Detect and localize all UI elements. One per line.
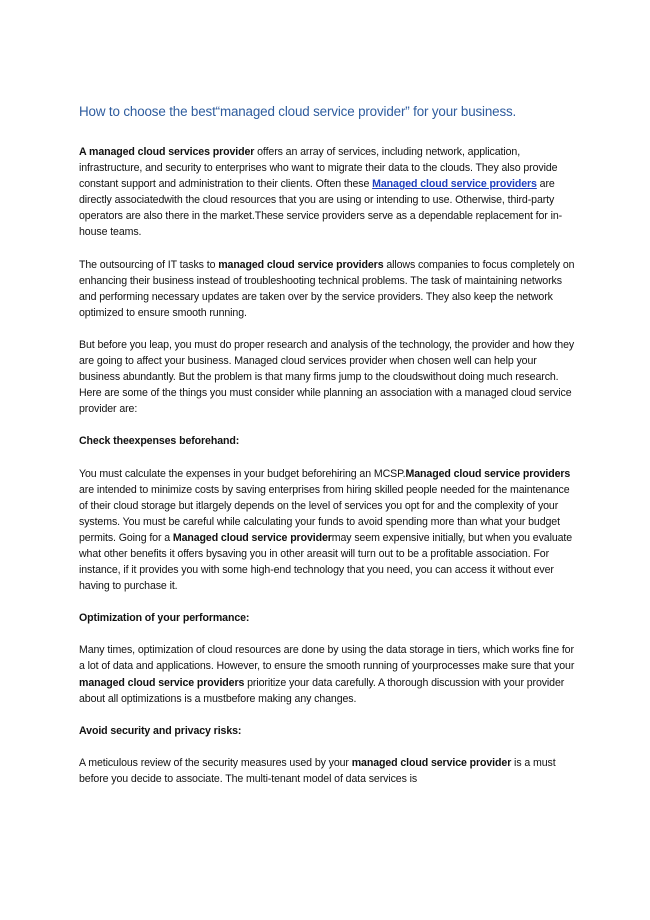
paragraph-text: The outsourcing of IT tasks to [79, 258, 219, 271]
bold-term: managed cloud service providers [79, 676, 245, 689]
heading-expenses: Check theexpenses beforehand: [79, 435, 240, 448]
paragraph-text: may seem expensive initially, but when you evaluate what other benefits it offers bysaving you in other areasit will turn out to be a profitable association. For instance, if it provides you with some high-end technology that you need, you can access it without ever having to purchase it. [79, 531, 573, 593]
heading-optimization: Optimization of your performance: [79, 612, 250, 625]
bold-term: Managed cloud service providers [405, 467, 571, 480]
managed-cloud-providers-link[interactable]: Managed cloud service providers [372, 178, 537, 191]
paragraph-text: A meticulous review of the security measures used by your [79, 756, 352, 769]
bold-term: managed cloud service providers [218, 258, 384, 271]
paragraph-text: offers an array of services, including network, application, infrastructure, and security to enterprises who want to migrate their data to the clouds. They also provide constant support and administration to their clients. Often these [79, 146, 558, 191]
bold-term: managed cloud service provider [351, 756, 512, 769]
heading-security: Avoid security and privacy risks: [79, 724, 242, 737]
bold-term: Managed cloud service provider [172, 531, 332, 544]
paragraph-text: allows companies to focus completely on enhancing their business instead of troubleshooting technical problems. The task of maintaining networks and performing necessary updates are taken over by the service providers. They also keep the network optimized to ensure smooth running. [79, 258, 575, 319]
paragraph-text: prioritize your data carefully. A thorough discussion with your provider about all optimizations is a mustbefore making any changes. [79, 676, 565, 705]
paragraph-expenses [79, 466, 580, 595]
paragraph-optimization [79, 642, 580, 706]
paragraph-outsourcing [79, 257, 580, 321]
paragraph-security [79, 755, 580, 787]
paragraph-text: are intended to minimize costs by saving enterprises from hiring skilled people needed for the maintenance of their cloud storage but itlargely depends on the level of services you opt for and the complexity of your systems. You must be careful while calculating your funds to avoid spending more than what your budget permits. Going for a [79, 483, 570, 544]
document-title: How to choose the best“managed cloud service provider” for your business. [79, 104, 517, 119]
paragraph-research: But before you leap, you must do proper research and analysis of the technology, the provider and how they are going to affect your business. Managed cloud services provider when chosen well can help your business abundantly. But the problem is that many firms jump to the cloudswithout doing much research. Here are some of the things you must consider while planning an association with a managed cloud service provider are: [79, 338, 575, 416]
bold-term: A managed cloud services provider [79, 146, 255, 158]
paragraph-text: are directly associatedwith the cloud resources that you are using or intending to use. Otherwise, third-party operators are also there in the market.These service providers serve as a dependable replacement for in-house teams. [79, 178, 563, 239]
paragraph-intro [79, 144, 580, 241]
paragraph-text: is a must before you decide to associate. The multi-tenant model of data services is [79, 756, 556, 785]
paragraph-text: You must calculate the expenses in your budget beforehiring an MCSP. [79, 467, 406, 480]
paragraph-text: Many times, optimization of cloud resources are done by using the data storage in tiers, which works fine for a lot of data and applications. However, to ensure the smooth running of yourprocesses make sure that your [79, 644, 575, 673]
